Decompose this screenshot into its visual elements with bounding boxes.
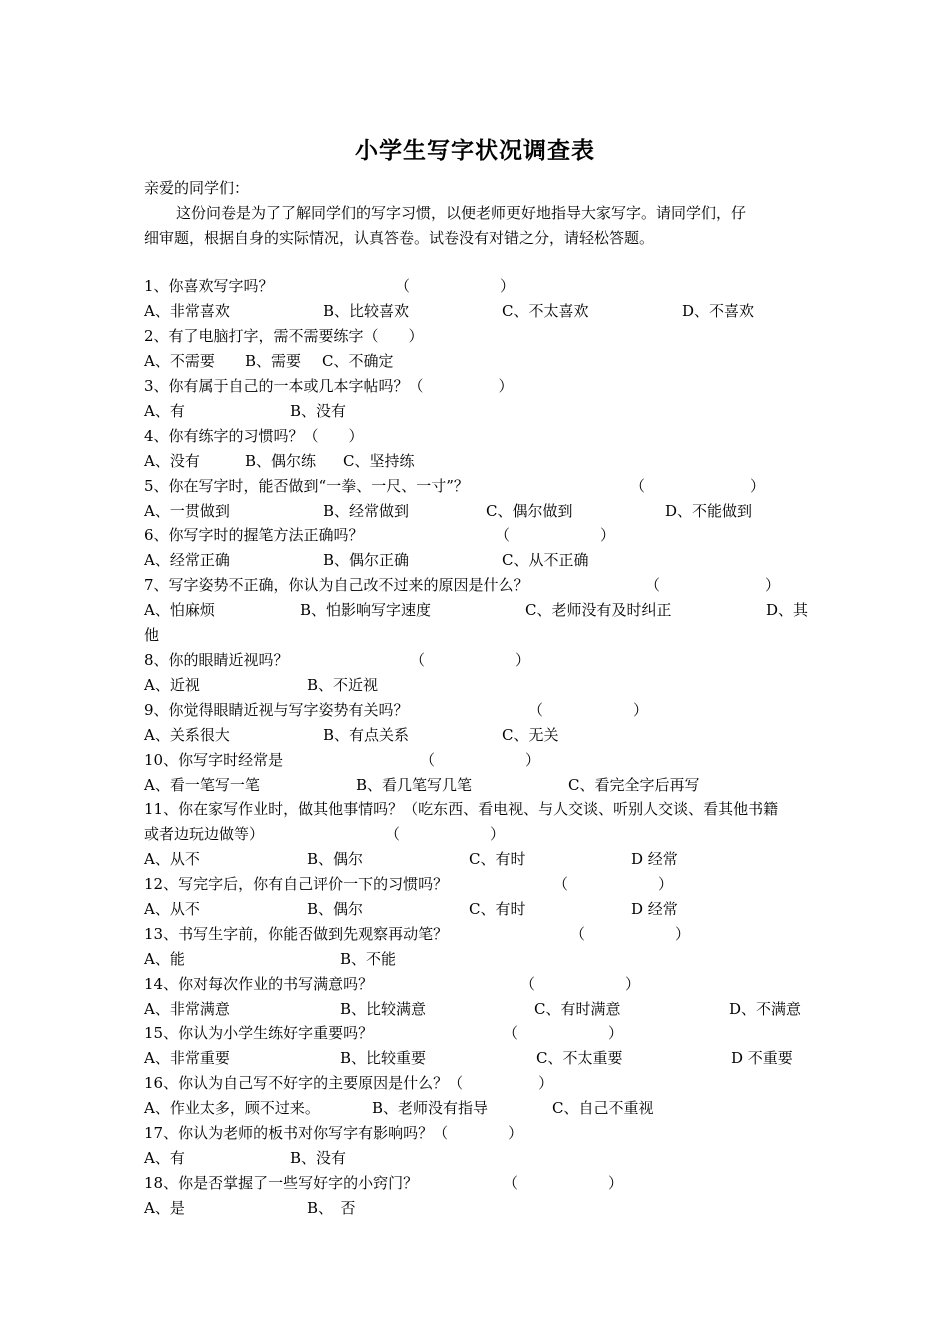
option-c: C、偶尔做到: [486, 502, 573, 520]
option-a: A、从不: [144, 850, 200, 868]
option-a: A、作业太多，顾不过来。: [144, 1099, 320, 1117]
option-a: A、关系很大: [144, 726, 230, 744]
answer-blank: （ ）: [495, 526, 616, 544]
question-text: 6、你写字时的握笔方法正确吗？: [144, 526, 364, 544]
question-text: 4、你有练字的习惯吗？（ ）: [144, 427, 364, 445]
option-a: A、从不: [144, 900, 200, 918]
question-text: 14、你对每次作业的书写满意吗？: [144, 975, 374, 993]
option-c: C、有时: [469, 900, 526, 918]
option-a: A、是: [144, 1199, 185, 1217]
page-title: 小学生写字状况调查表: [355, 137, 595, 164]
option-c: C、有时满意: [534, 1000, 621, 1018]
greeting: 亲爱的同学们：: [144, 179, 250, 197]
answer-blank: （ ）: [503, 1174, 624, 1192]
option-b: B、比较喜欢: [323, 302, 410, 320]
option-c: C、有时: [469, 850, 526, 868]
option-d: D、不喜欢: [682, 302, 755, 320]
option-a: A、有: [144, 402, 185, 420]
option-a: A、非常喜欢: [144, 302, 230, 320]
option-b: B、看几笔写几笔: [356, 776, 473, 794]
option-b: B、经常做到: [323, 502, 410, 520]
option-d: D、不能做到: [665, 502, 753, 520]
question-text: 11、你在家写作业时，做其他事情吗？（吃东西、看电视、与人交谈、听别人交谈、看其他书籍: [144, 800, 779, 818]
option-b: B、不能: [340, 950, 397, 968]
option-c: C、看完全字后再写: [568, 776, 700, 794]
option-a: A、非常满意: [144, 1000, 230, 1018]
intro-line-1: 这份问卷是为了了解同学们的写字习惯，以便老师更好地指导大家写字。请同学们，仔: [176, 204, 747, 222]
option-a: A、一贯做到: [144, 502, 230, 520]
option-c: C、从不正确: [502, 551, 589, 569]
question-text-continued: 或者边玩边做等）: [144, 825, 265, 843]
question-text: 7、写字姿势不正确，你认为自己改不过来的原因是什么？: [144, 576, 529, 594]
option-c: C、不确定: [322, 352, 394, 370]
option-a: A、看一笔写一笔: [144, 776, 260, 794]
question-text: 17、你认为老师的板书对你写字有影响吗？（ ）: [144, 1124, 524, 1142]
option-b: B、怕影响写字速度: [300, 601, 432, 619]
option-b: B、需要: [245, 352, 302, 370]
option-a: A、有: [144, 1149, 185, 1167]
intro-line-2: 细审题，根据自身的实际情况，认真答卷。试卷没有对错之分，请轻松答题。: [144, 229, 655, 247]
answer-blank: （ ）: [410, 651, 531, 669]
option-b: B、比较满意: [340, 1000, 427, 1018]
option-a: A、能: [144, 950, 185, 968]
option-b: B、偶尔: [307, 850, 364, 868]
answer-blank: （ ）: [395, 277, 516, 295]
option-b: B、偶尔: [307, 900, 364, 918]
option-b: B、有点关系: [323, 726, 410, 744]
answer-blank: （ ）: [528, 701, 649, 719]
option-c: C、老师没有及时纠正: [525, 601, 672, 619]
option-c: C、坚持练: [343, 452, 415, 470]
option-c: C、不太喜欢: [502, 302, 589, 320]
option-b: B、老师没有指导: [372, 1099, 489, 1117]
question-text: 18、你是否掌握了一些写好字的小窍门？: [144, 1174, 419, 1192]
answer-blank: （ ）: [630, 477, 766, 495]
option-a: A、没有: [144, 452, 200, 470]
option-a: A、非常重要: [144, 1049, 230, 1067]
question-text: 15、你认为小学生练好字重要吗？: [144, 1024, 374, 1042]
option-a: A、经常正确: [144, 551, 230, 569]
answer-blank: （ ）: [570, 925, 691, 943]
question-text: 1、你喜欢写字吗？: [144, 277, 274, 295]
option-b: B、没有: [290, 402, 347, 420]
option-a: A、怕麻烦: [144, 601, 215, 619]
option-a: A、近视: [144, 676, 200, 694]
option-b: B、没有: [290, 1149, 347, 1167]
answer-blank: （ ）: [645, 576, 781, 594]
answer-blank: （ ）: [420, 751, 541, 769]
option-d: D、不满意: [729, 1000, 802, 1018]
answer-blank: （ ）: [520, 975, 641, 993]
option-b: B、 否: [307, 1199, 356, 1217]
option-c: C、自己不重视: [552, 1099, 654, 1117]
option-b: B、比较重要: [340, 1049, 427, 1067]
option-d: D、其: [766, 601, 809, 619]
answer-blank: （ ）: [553, 875, 674, 893]
option-a: A、不需要: [144, 352, 215, 370]
option-d: D 经常: [631, 850, 678, 868]
question-text: 8、你的眼睛近视吗？: [144, 651, 289, 669]
question-text: 2、有了电脑打字，需不需要练字（ ）: [144, 327, 424, 345]
question-text: 3、你有属于自己的一本或几本字帖吗？（ ）: [144, 377, 514, 395]
option-d: D 经常: [631, 900, 678, 918]
answer-blank: （ ）: [385, 825, 506, 843]
question-text: 10、你写字时经常是: [144, 751, 284, 769]
option-b: B、不近视: [307, 676, 379, 694]
option-d: D 不重要: [731, 1049, 793, 1067]
option-b: B、偶尔正确: [323, 551, 410, 569]
question-text: 13、书写生字前，你能否做到先观察再动笔？: [144, 925, 449, 943]
option-c: C、无关: [502, 726, 559, 744]
question-text: 9、你觉得眼睛近视与写字姿势有关吗？: [144, 701, 409, 719]
option-continued: 他: [144, 626, 160, 644]
question-text: 16、你认为自己写不好字的主要原因是什么？（ ）: [144, 1074, 554, 1092]
option-b: B、偶尔练: [245, 452, 317, 470]
option-c: C、不太重要: [536, 1049, 623, 1067]
question-text: 12、写完字后，你有自己评价一下的习惯吗？: [144, 875, 449, 893]
answer-blank: （ ）: [503, 1024, 624, 1042]
question-text: 5、你在写字时，能否做到“一拳、一尺、一寸”？: [144, 477, 469, 495]
